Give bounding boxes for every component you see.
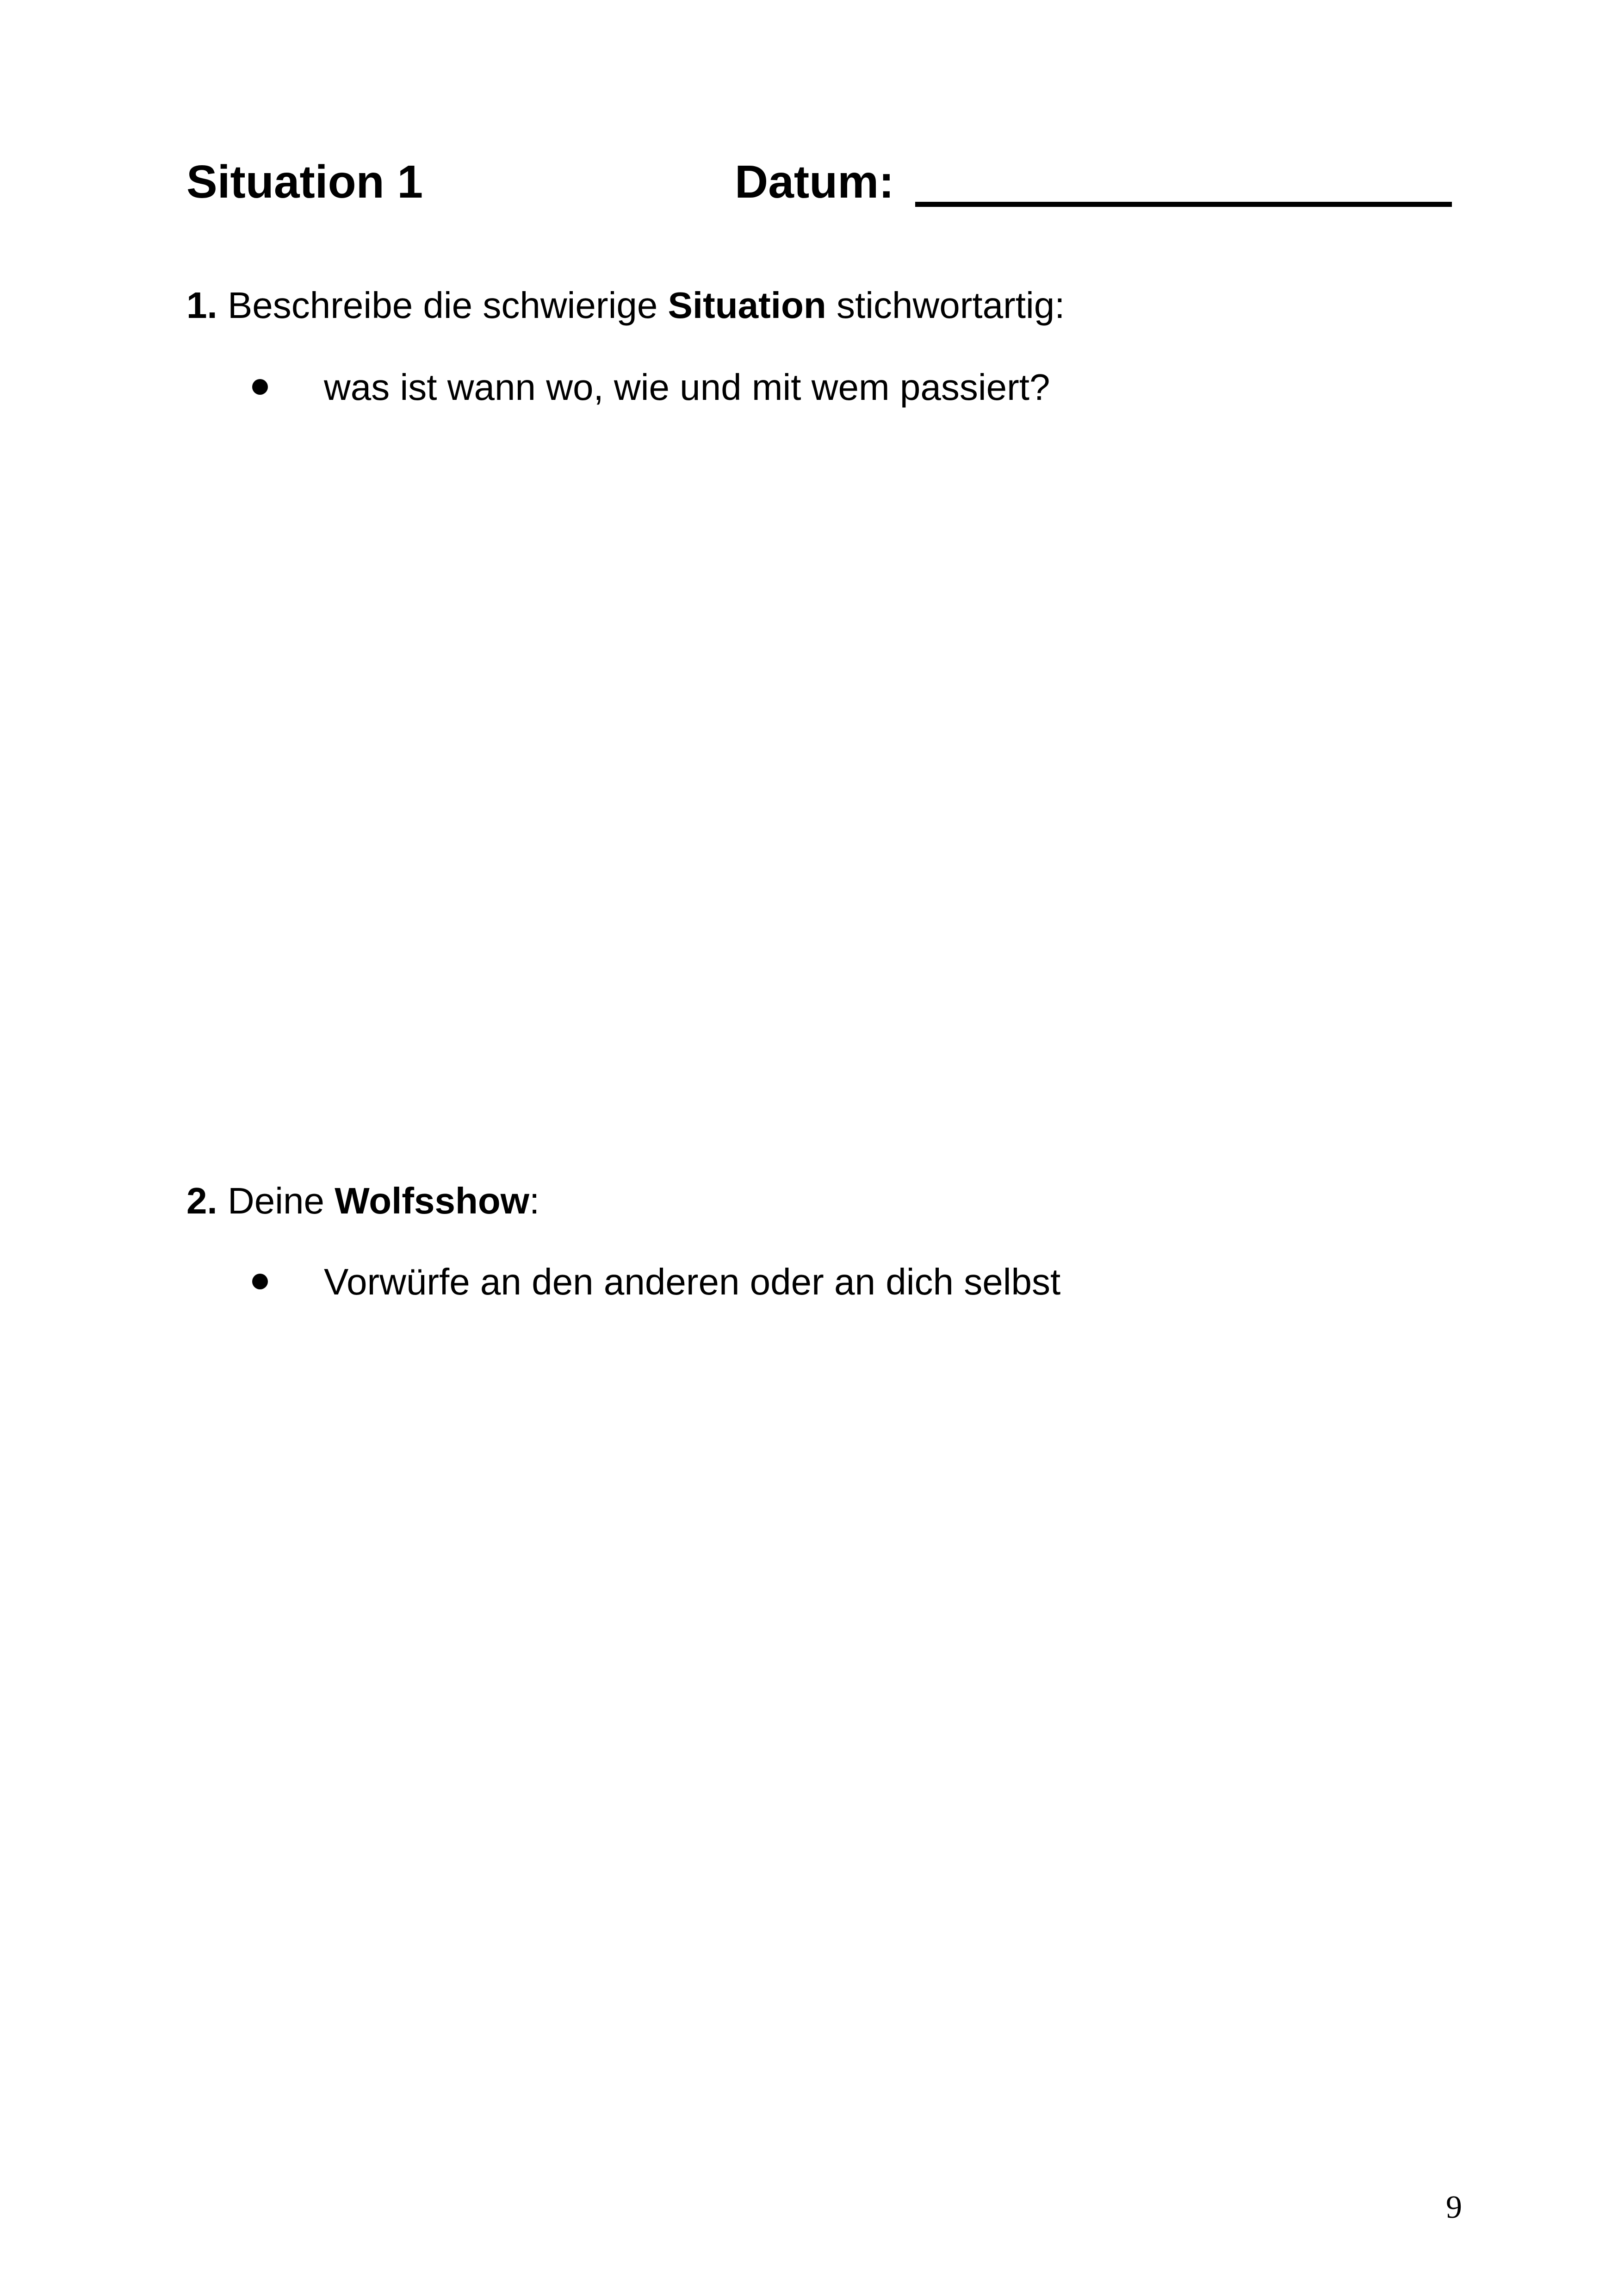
- section-1-text-after: stichwortartig:: [826, 285, 1065, 326]
- section-1-number: 1.: [186, 285, 217, 326]
- section-1-text-before: Beschreibe die schwierige: [217, 285, 668, 326]
- date-fill-line[interactable]: [915, 202, 1452, 207]
- section-2-text-before: Deine: [217, 1180, 335, 1221]
- bullet-icon: [252, 379, 268, 395]
- bullet-icon: [252, 1274, 268, 1289]
- section-2-bullet-text: Vorwürfe an den anderen oder an dich selbst: [324, 1261, 1061, 1302]
- date-label: Datum:: [735, 156, 894, 208]
- section-1-keyword: Situation: [668, 285, 826, 326]
- section-2-number: 2.: [186, 1180, 217, 1221]
- section-2-keyword: Wolfsshow: [335, 1180, 529, 1221]
- section-1-bullet-text: was ist wann wo, wie und mit wem passiert?: [324, 367, 1050, 408]
- heading-row: [186, 147, 1454, 217]
- section-2-text-after: :: [529, 1180, 540, 1221]
- situation-title: Situation 1: [186, 156, 423, 208]
- section-2-prompt: [186, 1173, 539, 1229]
- page-number: 9: [1446, 2190, 1462, 2225]
- section-1-prompt: [186, 278, 1065, 333]
